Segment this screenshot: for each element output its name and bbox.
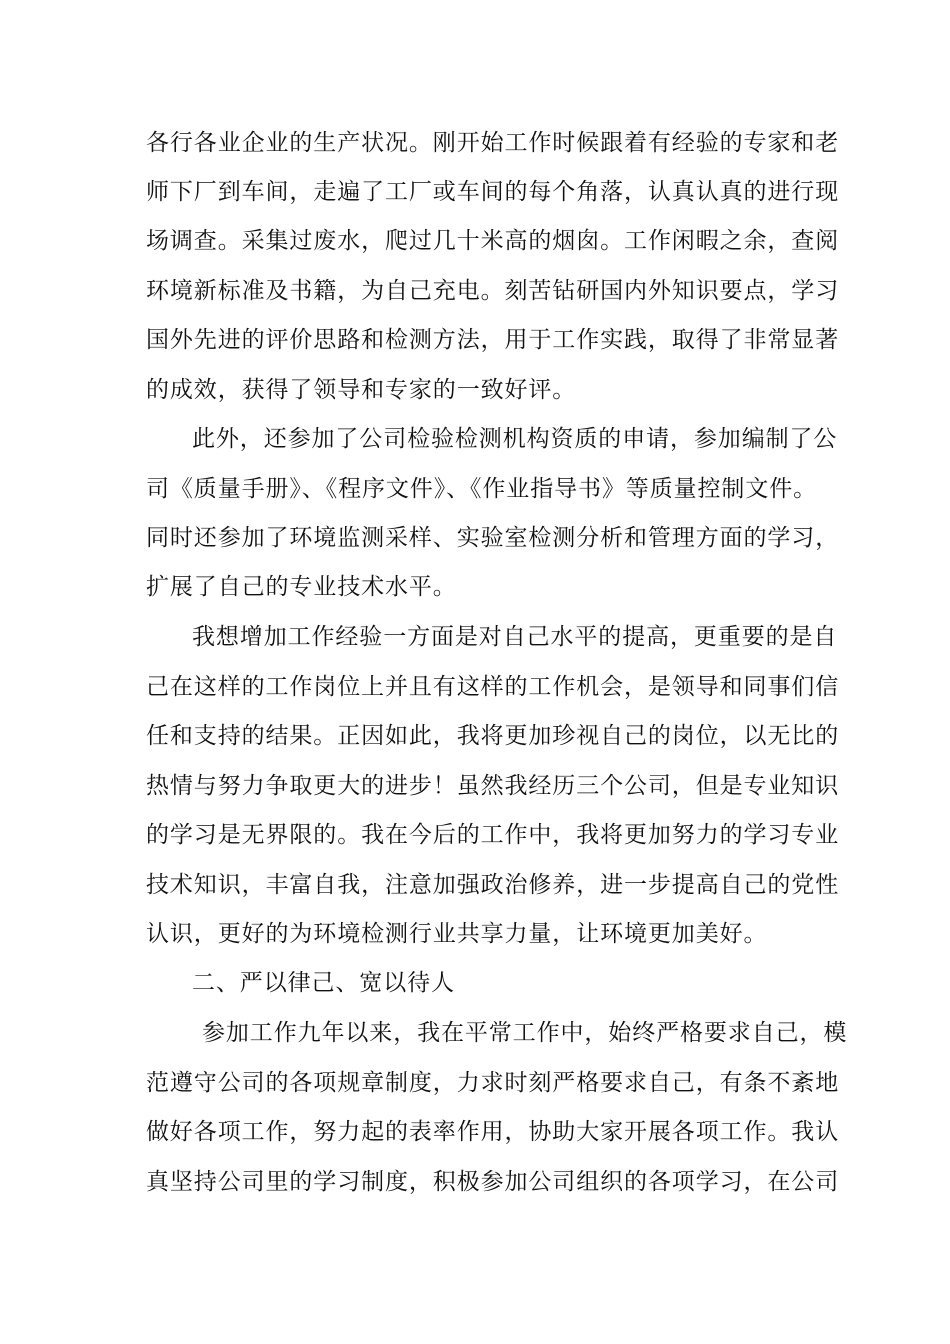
text-line: 司《质量手册》、《程序文件》、《作业指导书》等质量控制文件。 bbox=[146, 476, 817, 502]
text-line: 的学习是无界限的。我在今后的工作中，我将更加努力的学习专业 bbox=[146, 822, 840, 848]
text-line: 真坚持公司里的学习制度，积极参加公司组织的各项学习，在公司 bbox=[146, 1169, 840, 1195]
paragraph-first-line: 参加工作九年以来，我在平常工作中，始终严格要求自己，模 bbox=[202, 1020, 848, 1046]
text-line: 扩展了自己的专业技术水平。 bbox=[146, 574, 457, 600]
text-line: 环境新标准及书籍，为自己充电。刻苦钻研国内外知识要点，学习 bbox=[146, 278, 840, 304]
text-line: 认识，更好的为环境检测行业共享力量，让环境更加美好。 bbox=[146, 921, 768, 947]
text-line: 热情与努力争取更大的进步！虽然我经历三个公司，但是专业知识 bbox=[146, 773, 840, 799]
text-line: 国外先进的评价思路和检测方法，用于工作实践，取得了非常显著 bbox=[146, 327, 840, 353]
text-line: 范遵守公司的各项规章制度，力求时刻严格要求自己，有条不紊地 bbox=[146, 1070, 840, 1096]
text-line: 场调查。采集过废水，爬过几十米高的烟囱。工作闲暇之余，查阅 bbox=[146, 228, 840, 254]
text-line: 己在这样的工作岗位上并且有这样的工作机会，是领导和同事们信 bbox=[146, 674, 840, 700]
text-line: 同时还参加了环境监测采样、实验室检测分析和管理方面的学习， bbox=[146, 525, 840, 551]
section-heading: 二、严以律己、宽以待人 bbox=[192, 970, 455, 996]
paragraph-first-line: 此外，还参加了公司检验检测机构资质的申请，参加编制了公 bbox=[192, 426, 838, 452]
text-line: 师下厂到车间，走遍了工厂或车间的每个角落，认真认真的进行现 bbox=[146, 179, 840, 205]
text-line: 各行各业企业的生产状况。刚开始工作时候跟着有经验的专家和老 bbox=[146, 130, 840, 156]
text-line: 的成效，获得了领导和专家的一致好评。 bbox=[146, 377, 577, 403]
text-line: 做好各项工作，努力起的表率作用，协助大家开展各项工作。我认 bbox=[146, 1119, 840, 1145]
text-line: 技术知识，丰富自我，注意加强政治修养，进一步提高自己的党性 bbox=[146, 872, 840, 898]
text-line: 任和支持的结果。正因如此，我将更加珍视自己的岗位，以无比的 bbox=[146, 723, 840, 749]
paragraph-first-line: 我想增加工作经验一方面是对自己水平的提高，更重要的是自 bbox=[192, 624, 838, 650]
